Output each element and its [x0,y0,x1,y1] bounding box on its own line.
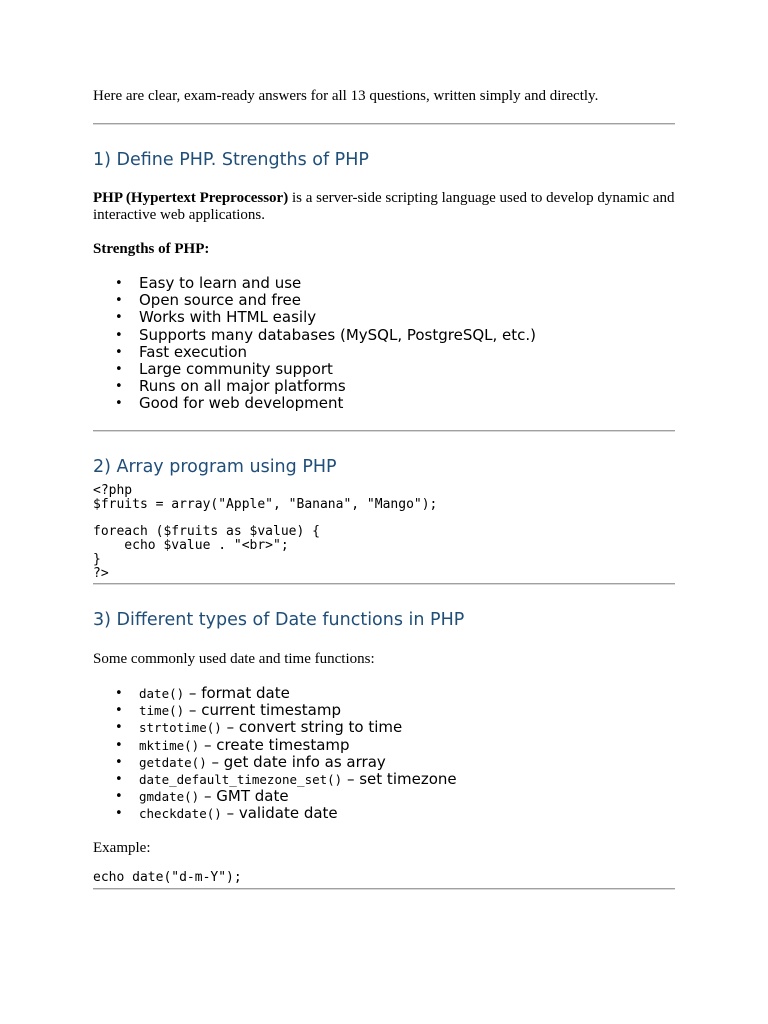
intro-text: Here are clear, exam-ready answers for all 13 questions, written simply and directly. [93,88,599,104]
strength-item: • Easy to learn and use [93,275,536,292]
example-label: Example: [93,840,151,856]
function-name: gmdate() [139,789,200,805]
date-functions-intro: Some commonly used date and time functions: [93,651,375,667]
date-function-item [93,719,457,736]
date-function-item [93,754,457,771]
strength-item: • Supports many databases (MySQL, PostgreSQL, etc.) [93,327,536,344]
strength-item: • Runs on all major platforms [93,378,536,395]
function-description: – validate date [221,804,338,823]
function-description: – get date info as array [206,752,386,771]
function-description: – create timestamp [199,735,350,754]
strength-item: • Works with HTML easily [93,309,536,326]
php-definition-text: is a server-side scripting language used to develop dynamic and interactive web applications. [93,190,675,223]
divider [93,888,675,890]
function-description: – GMT date [199,787,289,806]
date-function-item [93,702,457,719]
date-function-item [93,805,457,822]
date-function-item [93,685,457,702]
divider [93,430,675,432]
strength-item: • Fast execution [93,344,536,361]
section-1-heading: 1) Define PHP. Strengths of PHP [93,150,369,170]
array-code-block: <?php $fruits = array("Apple", "Banana", "Mango"); foreach ($fruits as $value) { echo $value . "<br>"; } ?> [93,483,438,581]
section-2-heading: 2) Array program using PHP [93,457,337,477]
date-function-item [93,788,457,805]
function-name: time() [139,703,185,719]
function-description: – convert string to time [221,718,403,737]
php-definition [93,190,675,224]
example-code: echo date("d-m-Y"); [93,870,242,885]
function-name: checkdate() [139,806,222,822]
strengths-label: Strengths of PHP: [93,241,210,257]
function-name: getdate() [139,754,207,770]
strength-item: • Good for web development [93,395,536,412]
function-name: strtotime() [139,720,222,736]
function-description: – set timezone [342,770,457,789]
function-name: date_default_timezone_set() [139,772,343,788]
section-3-heading: 3) Different types of Date functions in PHP [93,610,465,630]
divider [93,123,675,125]
strength-item: • Large community support [93,361,536,378]
function-description: – format date [184,684,290,702]
function-description: – current timestamp [184,701,341,720]
date-function-item [93,771,457,788]
function-name: mktime() [139,737,200,753]
php-definition-term: PHP (Hypertext Preprocessor) [93,190,289,206]
function-name: date() [139,686,185,701]
strength-item: • Open source and free [93,292,536,309]
date-function-item [93,737,457,754]
divider [93,583,675,585]
date-functions-list [93,685,457,823]
strengths-list [93,275,536,413]
